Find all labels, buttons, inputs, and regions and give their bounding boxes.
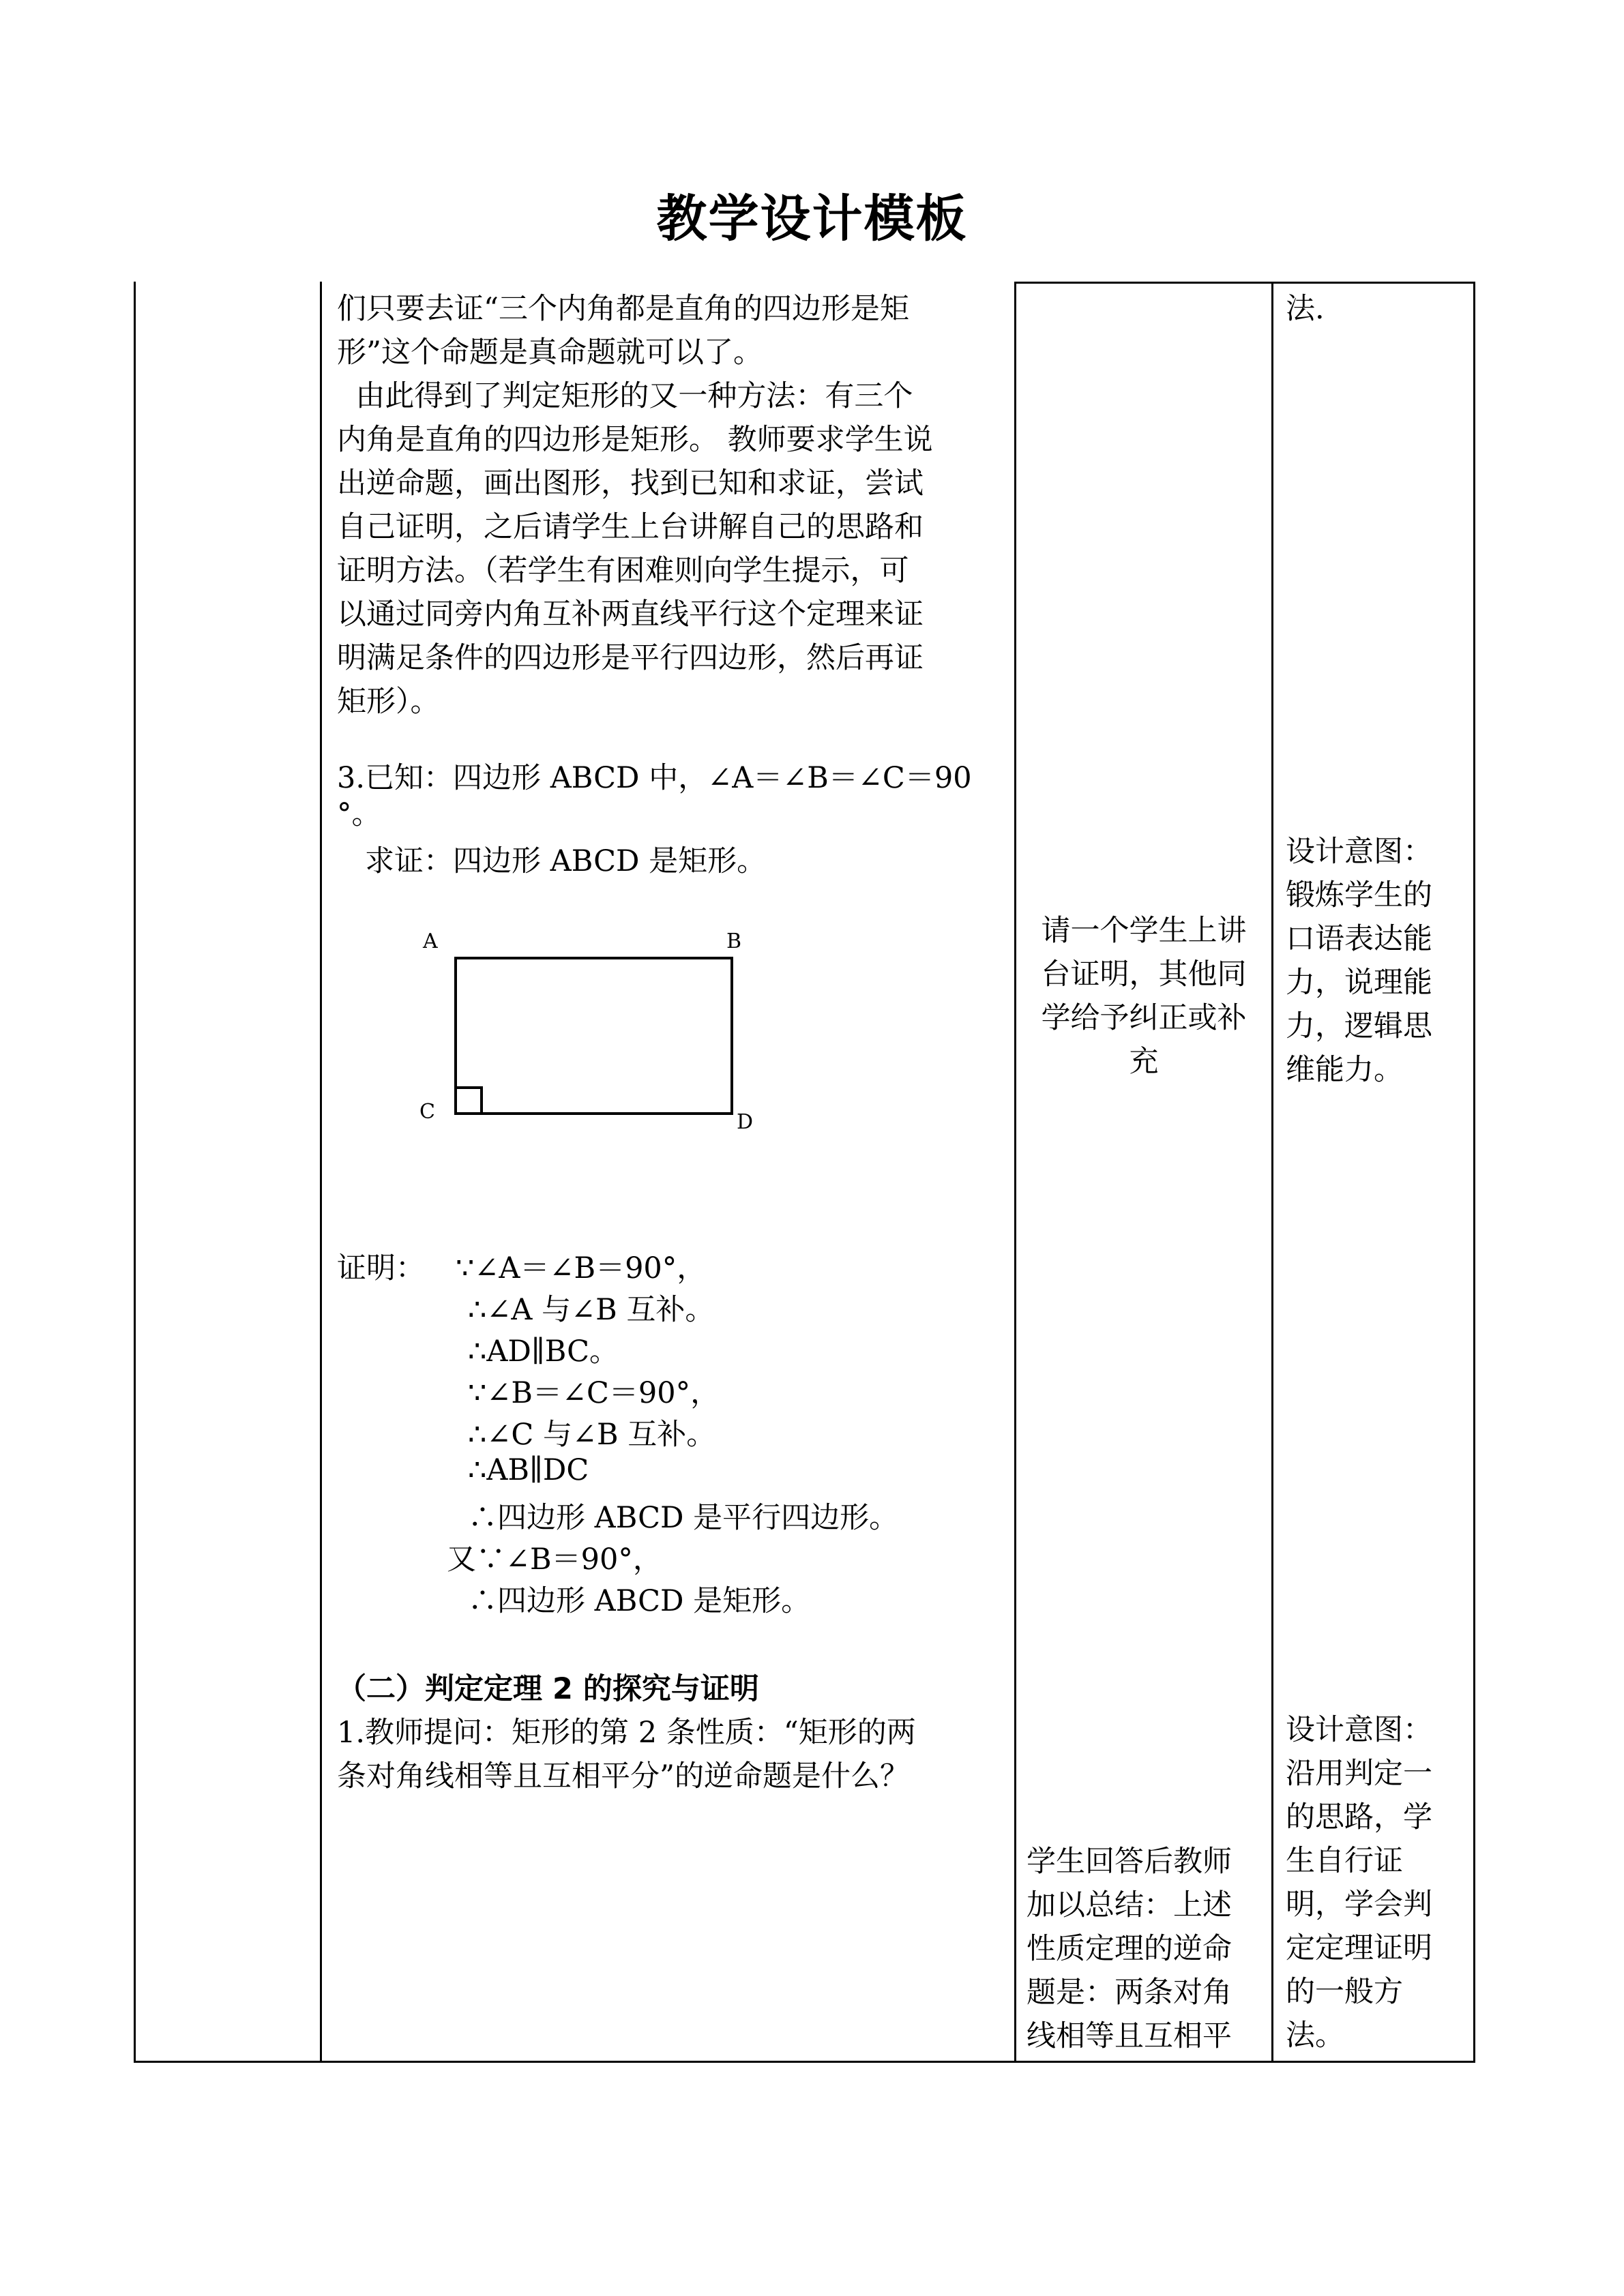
- text-line: 沿用判定一: [1286, 1757, 1432, 1791]
- text-line: 1.教师提问：矩形的第 2 条性质：“矩形的两: [337, 1716, 916, 1750]
- text-line: 请一个学生上讲: [1041, 914, 1247, 948]
- section-heading: （二）判定定理 2 的探究与证明: [337, 1672, 759, 1706]
- proof-step: ∴AD∥BC。: [468, 1335, 619, 1369]
- design-intent-block: [1286, 830, 1470, 1092]
- proof-step: ∴AB∥DC: [468, 1453, 589, 1487]
- table-border-bottom: [134, 2061, 1475, 2063]
- page-title: 教学设计模板: [656, 190, 968, 248]
- text-line: 性质定理的逆命: [1027, 1932, 1232, 1966]
- vertex-label-b: B: [726, 929, 742, 953]
- text-line: 以通过同旁内角互补两直线平行这个定理来证: [337, 597, 924, 631]
- vertex-label-d: D: [737, 1110, 754, 1134]
- text-line: 明，学会判: [1286, 1888, 1432, 1922]
- text-line: 条对角线相等且互相平分”的逆命题是什么？: [337, 1759, 909, 1793]
- text-line: 充: [1129, 1045, 1159, 1079]
- text-line: 内角是直角的四边形是矩形。 教师要求学生说: [337, 423, 933, 457]
- text-line: 的思路，学: [1286, 1800, 1432, 1834]
- design-intent-block: [1286, 1708, 1470, 2057]
- vertex-label-c: C: [419, 1100, 435, 1124]
- text-line: 口语表达能: [1286, 922, 1432, 956]
- text-line: 学给予纠正或补: [1041, 1001, 1247, 1035]
- text-line: 锻炼学生的: [1286, 878, 1432, 912]
- text-line: 定定理证明: [1286, 1931, 1432, 1965]
- text-line: 形”这个命题是真命题就可以了。: [337, 336, 763, 370]
- text-line: 法。: [1286, 2018, 1344, 2053]
- text-line: 题是：两条对角: [1027, 1976, 1232, 2010]
- prove-statement: 求证：四边形 ABCD 是矩形。: [337, 844, 767, 878]
- text-line: 线相等且互相平: [1027, 2019, 1232, 2053]
- proof-label: 证明：: [337, 1251, 425, 1285]
- column-divider-1: [320, 282, 322, 2063]
- proof-step: ∴∠A 与∠B 互补。: [468, 1293, 715, 1327]
- table-top-border: [1014, 282, 1475, 284]
- text-line: 维能力。: [1286, 1053, 1403, 1087]
- given-statement-continued: °。: [337, 797, 381, 831]
- text-line: 设计意图：: [1286, 1713, 1432, 1747]
- given-statement: 3.已知：四边形 ABCD 中，∠A＝∠B＝∠C＝90: [337, 761, 972, 795]
- text-line: 由此得到了判定矩形的又一种方法：有三个: [337, 379, 913, 413]
- text-line: 生自行证: [1286, 1844, 1403, 1878]
- text-line: 矩形）。: [337, 685, 440, 719]
- rectangle-diagram: [409, 921, 764, 1139]
- proof-step: ∴四边形 ABCD 是平行四边形。: [468, 1501, 899, 1535]
- text-line: 加以总结：上述: [1027, 1888, 1232, 1922]
- column-divider-2: [1014, 282, 1016, 2063]
- text-line: 学生回答后教师: [1027, 1845, 1232, 1879]
- proof-step: 又∵∠B＝90°，: [447, 1542, 662, 1577]
- table-border-left: [134, 282, 136, 2063]
- text-line: 证明方法。（若学生有困难则向学生提示，可: [337, 554, 909, 588]
- rectangle-abcd: [456, 958, 732, 1114]
- text-line: 明满足条件的四边形是平行四边形，然后再证: [337, 641, 924, 675]
- text-line: 出逆命题，画出图形，找到已知和求证，尝试: [337, 466, 924, 501]
- activity-block: [1016, 909, 1271, 1084]
- activity-block: [1027, 1840, 1269, 2058]
- vertex-label-a: A: [423, 929, 438, 953]
- text-line: 法.: [1286, 292, 1325, 326]
- text-line: 们只要去证“三个内角都是直角的四边形是矩: [337, 292, 909, 326]
- proof-step: ∴∠C 与∠B 互补。: [468, 1418, 716, 1452]
- text-line: 台证明，其他同: [1041, 957, 1247, 992]
- text-line: 力，说理能: [1286, 966, 1432, 1000]
- right-angle-mark: [456, 1088, 482, 1114]
- column-divider-3: [1271, 282, 1273, 2063]
- text-line: 的一般方: [1286, 1975, 1403, 2009]
- proof-step: ∵∠A＝∠B＝90°，: [456, 1251, 707, 1285]
- proof-step: ∴四边形 ABCD 是矩形。: [468, 1584, 811, 1618]
- table-border-right: [1473, 282, 1475, 2063]
- text-line: 设计意图：: [1286, 835, 1432, 869]
- text-line: 力，逻辑思: [1286, 1009, 1432, 1043]
- text-line: 自己证明，之后请学生上台讲解自己的思路和: [337, 510, 924, 544]
- proof-step: ∵∠B＝∠C＝90°，: [468, 1376, 720, 1410]
